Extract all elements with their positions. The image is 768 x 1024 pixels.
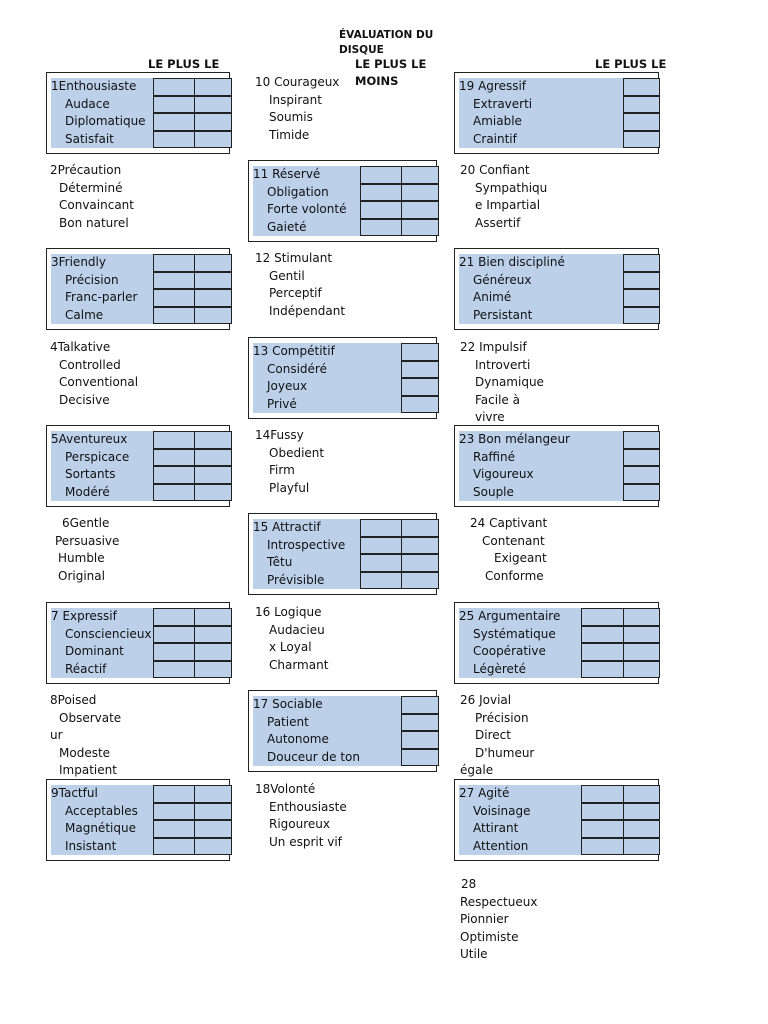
header-least: MOINS — [355, 74, 399, 88]
option-label: 5Aventureux — [51, 432, 128, 447]
least-checkbox[interactable] — [623, 608, 660, 626]
word-option: Gentil — [269, 268, 305, 283]
word-group-title-4: 4Talkative — [50, 340, 111, 354]
word-group-title-28: 28 — [461, 877, 477, 891]
most-checkbox[interactable] — [360, 519, 402, 537]
word-group-title-6: 6Gentle — [62, 516, 110, 530]
word-option: Persuasive — [55, 533, 120, 548]
option-label: Consciencieux — [65, 626, 152, 641]
box-group-title — [51, 608, 231, 626]
most-checkbox[interactable] — [360, 166, 402, 184]
word-group-title-20: 20 Confiant — [460, 163, 530, 177]
option-label: Attirant — [473, 821, 519, 836]
answer-box-1 — [46, 72, 230, 154]
option-label: Généreux — [473, 272, 532, 287]
option-label: 3Friendly — [51, 255, 106, 270]
title-line-2: DISQUE — [339, 44, 384, 56]
box-option — [253, 396, 438, 414]
word-option: Timide — [269, 127, 310, 142]
word-group-title-8: 8Poised — [50, 693, 97, 707]
most-checkbox[interactable] — [153, 803, 195, 821]
least-checkbox[interactable] — [194, 661, 232, 679]
word-option: Direct — [475, 728, 511, 743]
box-option — [253, 184, 438, 202]
least-checkbox[interactable] — [194, 803, 232, 821]
word-option: e Impartial — [475, 198, 541, 213]
word-option: Contenant — [482, 533, 545, 548]
word-group-title-26: 26 Jovial — [460, 693, 512, 707]
box-option — [51, 272, 231, 290]
box-option — [253, 378, 438, 396]
option-label: 11 Réservé — [253, 167, 321, 182]
box-option — [51, 449, 231, 467]
option-label: Franc-parler — [65, 290, 138, 305]
least-checkbox[interactable] — [623, 113, 660, 131]
box-option — [459, 661, 659, 679]
most-checkbox[interactable] — [581, 608, 624, 626]
most-checkbox[interactable] — [360, 201, 402, 219]
least-checkbox[interactable] — [194, 820, 232, 838]
option-label: Joyeux — [267, 379, 308, 394]
least-checkbox[interactable] — [194, 466, 232, 484]
least-checkbox[interactable] — [401, 537, 439, 555]
box-option — [459, 131, 659, 149]
word-option: Facile à — [475, 392, 520, 407]
option-label: Craintif — [473, 132, 517, 147]
box-option — [51, 838, 231, 856]
box-option — [253, 537, 438, 555]
most-checkbox[interactable] — [153, 820, 195, 838]
option-label: Coopérative — [473, 644, 546, 659]
most-checkbox[interactable] — [153, 272, 195, 290]
option-label: Modéré — [65, 485, 110, 500]
word-option: ur — [50, 728, 63, 743]
box-group-title — [51, 254, 231, 272]
option-label: 1Enthousiaste — [51, 79, 137, 94]
most-checkbox[interactable] — [153, 484, 195, 502]
box-group-title — [51, 431, 231, 449]
box-group-title — [253, 696, 438, 714]
least-checkbox[interactable] — [194, 131, 232, 149]
option-label: 23 Bon mélangeur — [459, 432, 570, 447]
word-option: Observate — [59, 710, 122, 725]
box-option — [253, 731, 438, 749]
option-label: Têtu — [267, 555, 293, 570]
least-checkbox[interactable] — [194, 449, 232, 467]
box-option — [253, 572, 438, 590]
least-checkbox[interactable] — [194, 643, 232, 661]
option-label: Perspicace — [65, 449, 130, 464]
least-checkbox[interactable] — [194, 272, 232, 290]
word-option: Playful — [269, 480, 310, 495]
option-label: Vigoureux — [473, 467, 534, 482]
document-title — [339, 28, 433, 58]
most-checkbox[interactable] — [153, 131, 195, 149]
option-label: Souple — [473, 485, 514, 500]
least-checkbox[interactable] — [623, 466, 660, 484]
most-checkbox[interactable] — [360, 554, 402, 572]
option-label: Animé — [473, 290, 512, 305]
least-checkbox[interactable] — [401, 343, 439, 361]
least-checkbox[interactable] — [401, 714, 439, 732]
word-option: Optimiste — [460, 929, 519, 944]
most-checkbox[interactable] — [153, 643, 195, 661]
word-option: Conventional — [59, 375, 139, 390]
word-group-title-14: 14Fussy — [255, 428, 304, 442]
option-label: 19 Agressif — [459, 79, 527, 94]
word-option: Modeste — [59, 745, 111, 760]
box-option — [253, 714, 438, 732]
option-label: Gaieté — [267, 220, 307, 235]
least-checkbox[interactable] — [194, 608, 232, 626]
word-option: égale — [460, 763, 494, 778]
box-option — [459, 484, 659, 502]
box-option — [51, 307, 231, 325]
box-group-title — [253, 166, 438, 184]
option-label: Acceptables — [65, 803, 138, 818]
box-option — [51, 803, 231, 821]
word-option: Assertif — [475, 215, 521, 230]
box-option — [459, 449, 659, 467]
least-checkbox[interactable] — [623, 96, 660, 114]
least-checkbox[interactable] — [401, 554, 439, 572]
option-label: Sortants — [65, 467, 116, 482]
option-label: 25 Argumentaire — [459, 609, 561, 624]
option-label: Réactif — [65, 662, 107, 677]
most-checkbox[interactable] — [581, 643, 624, 661]
word-option: Dynamique — [475, 375, 544, 390]
word-option: Controlled — [59, 357, 121, 372]
most-checkbox[interactable] — [153, 661, 195, 679]
word-group-title-22: 22 Impulsif — [460, 340, 527, 354]
least-checkbox[interactable] — [623, 431, 660, 449]
header-most-least: LE PLUS LE — [355, 57, 427, 71]
least-checkbox[interactable] — [194, 96, 232, 114]
answer-box-23 — [454, 425, 659, 507]
option-label: Précision — [65, 272, 119, 287]
column-2-header — [355, 56, 426, 90]
box-option — [459, 643, 659, 661]
least-checkbox[interactable] — [194, 289, 232, 307]
answer-box-13 — [248, 337, 437, 419]
least-checkbox[interactable] — [194, 484, 232, 502]
most-checkbox[interactable] — [581, 626, 624, 644]
least-checkbox[interactable] — [623, 131, 660, 149]
most-checkbox[interactable] — [581, 803, 624, 821]
box-option — [253, 361, 438, 379]
word-option: Exigeant — [494, 551, 547, 566]
least-checkbox[interactable] — [623, 484, 660, 502]
option-label: Obligation — [267, 184, 329, 199]
most-checkbox[interactable] — [360, 537, 402, 555]
box-group-title — [459, 785, 659, 803]
word-option: Un esprit vif — [269, 834, 342, 849]
option-label: 27 Agité — [459, 786, 510, 801]
answer-box-7 — [46, 602, 230, 684]
answer-box-3 — [46, 248, 230, 330]
box-group-title — [51, 78, 231, 96]
header-most-least: LE PLUS LE — [595, 57, 667, 71]
option-label: Voisinage — [473, 803, 531, 818]
word-option: Inspirant — [269, 92, 322, 107]
least-checkbox[interactable] — [623, 661, 660, 679]
box-option — [459, 307, 659, 325]
least-checkbox[interactable] — [401, 378, 439, 396]
box-option — [459, 289, 659, 307]
word-option: Indépendant — [269, 303, 346, 318]
option-label: 13 Compétitif — [253, 344, 335, 359]
answer-box-27 — [454, 779, 659, 861]
word-group-title-24: 24 Captivant — [470, 516, 548, 530]
least-checkbox[interactable] — [194, 78, 232, 96]
most-checkbox[interactable] — [360, 184, 402, 202]
least-checkbox[interactable] — [194, 431, 232, 449]
word-option: Humble — [58, 551, 105, 566]
answer-box-19 — [454, 72, 659, 154]
most-checkbox[interactable] — [153, 113, 195, 131]
option-label: Introspective — [267, 537, 346, 552]
answer-box-11 — [248, 160, 437, 242]
word-option: Firm — [269, 463, 295, 478]
word-option: Perceptif — [269, 286, 322, 301]
box-option — [253, 219, 438, 237]
least-checkbox[interactable] — [401, 201, 439, 219]
least-checkbox[interactable] — [623, 820, 660, 838]
option-label: 15 Attractif — [253, 520, 321, 535]
header-most-least: LE PLUS LE — [148, 57, 220, 71]
word-option: Audacieu — [269, 622, 325, 637]
least-checkbox[interactable] — [401, 396, 439, 414]
answer-box-25 — [454, 602, 659, 684]
least-checkbox[interactable] — [401, 166, 439, 184]
least-checkbox[interactable] — [623, 78, 660, 96]
least-checkbox[interactable] — [623, 307, 660, 325]
least-checkbox[interactable] — [401, 696, 439, 714]
least-checkbox[interactable] — [401, 361, 439, 379]
option-label: Autonome — [267, 732, 329, 747]
box-group-title — [459, 431, 659, 449]
box-option — [51, 113, 231, 131]
least-checkbox[interactable] — [623, 626, 660, 644]
most-checkbox[interactable] — [153, 78, 195, 96]
box-group-title — [459, 254, 659, 272]
most-checkbox[interactable] — [153, 785, 195, 803]
option-label: Magnétique — [65, 821, 136, 836]
box-group-title — [459, 608, 659, 626]
word-option: Introverti — [475, 357, 531, 372]
least-checkbox[interactable] — [401, 731, 439, 749]
answer-box-21 — [454, 248, 659, 330]
box-option — [51, 466, 231, 484]
most-checkbox[interactable] — [153, 466, 195, 484]
option-label: Amiable — [473, 114, 522, 129]
box-option — [51, 661, 231, 679]
least-checkbox[interactable] — [401, 749, 439, 767]
box-option — [459, 113, 659, 131]
box-group-title — [459, 78, 659, 96]
box-group-title — [253, 343, 438, 361]
box-option — [459, 272, 659, 290]
most-checkbox[interactable] — [153, 626, 195, 644]
least-checkbox[interactable] — [623, 254, 660, 272]
box-group-title — [253, 519, 438, 537]
box-option — [253, 749, 438, 767]
word-option: Précision — [475, 710, 529, 725]
option-label: Légèreté — [473, 662, 526, 677]
option-label: Privé — [267, 397, 297, 412]
least-checkbox[interactable] — [623, 803, 660, 821]
box-option — [51, 131, 231, 149]
answer-box-15 — [248, 513, 437, 595]
box-option — [51, 289, 231, 307]
word-option: Charmant — [269, 657, 329, 672]
option-label: 17 Sociable — [253, 697, 323, 712]
word-option: Rigoureux — [269, 817, 330, 832]
word-option: Bon naturel — [59, 215, 129, 230]
option-label: Calme — [65, 308, 104, 323]
word-group-title-18: 18Volonté — [255, 782, 316, 796]
least-checkbox[interactable] — [194, 254, 232, 272]
option-label: Systématique — [473, 626, 556, 641]
option-label: Raffiné — [473, 449, 516, 464]
option-label: Persistant — [473, 308, 533, 323]
word-option: Utile — [460, 947, 488, 962]
word-option: Pionnier — [460, 912, 509, 927]
least-checkbox[interactable] — [194, 307, 232, 325]
word-option: vivre — [475, 410, 505, 425]
word-group-title-2: 2Précaution — [50, 163, 122, 177]
most-checkbox[interactable] — [153, 838, 195, 856]
word-option: Decisive — [59, 392, 110, 407]
option-label: Patient — [267, 714, 309, 729]
option-label: 21 Bien discipliné — [459, 255, 565, 270]
most-checkbox[interactable] — [153, 449, 195, 467]
least-checkbox[interactable] — [194, 785, 232, 803]
box-option — [51, 643, 231, 661]
option-label: Extraverti — [473, 96, 533, 111]
word-option: x Loyal — [269, 640, 312, 655]
option-label: Audace — [65, 96, 110, 111]
least-checkbox[interactable] — [401, 184, 439, 202]
box-option — [51, 96, 231, 114]
word-option: Respectueux — [460, 894, 538, 909]
most-checkbox[interactable] — [153, 307, 195, 325]
least-checkbox[interactable] — [623, 289, 660, 307]
option-label: Prévisible — [267, 573, 325, 588]
least-checkbox[interactable] — [623, 272, 660, 290]
least-checkbox[interactable] — [401, 519, 439, 537]
most-checkbox[interactable] — [153, 431, 195, 449]
word-option: D'humeur — [475, 745, 535, 760]
answer-box-9 — [46, 779, 230, 861]
option-label: 7 Expressif — [51, 609, 117, 624]
answer-box-17 — [248, 690, 437, 772]
option-label: Considéré — [267, 361, 327, 376]
box-option — [51, 484, 231, 502]
option-label: Attention — [473, 839, 529, 854]
word-option: Convaincant — [59, 198, 134, 213]
word-option: Impatient — [59, 763, 117, 778]
option-label: Satisfait — [65, 132, 114, 147]
option-label: Diplomatique — [65, 114, 146, 129]
word-option: Conforme — [485, 568, 544, 583]
word-option: Original — [58, 568, 105, 583]
least-checkbox[interactable] — [194, 838, 232, 856]
most-checkbox[interactable] — [153, 96, 195, 114]
word-option: Obedient — [269, 445, 325, 460]
word-option: Déterminé — [59, 180, 123, 195]
most-checkbox[interactable] — [581, 820, 624, 838]
least-checkbox[interactable] — [401, 219, 439, 237]
box-option — [459, 466, 659, 484]
box-option — [253, 201, 438, 219]
word-option: Enthousiaste — [269, 799, 347, 814]
least-checkbox[interactable] — [623, 449, 660, 467]
word-group-title-12: 12 Stimulant — [255, 251, 333, 265]
option-label: 9Tactful — [51, 786, 98, 801]
least-checkbox[interactable] — [623, 838, 660, 856]
box-option — [459, 820, 659, 838]
word-option: Soumis — [269, 110, 313, 125]
least-checkbox[interactable] — [623, 785, 660, 803]
box-option — [51, 820, 231, 838]
most-checkbox[interactable] — [581, 785, 624, 803]
least-checkbox[interactable] — [194, 113, 232, 131]
box-option — [51, 626, 231, 644]
word-group-title-16: 16 Logique — [255, 605, 322, 619]
box-group-title — [51, 785, 231, 803]
box-option — [459, 803, 659, 821]
least-checkbox[interactable] — [623, 643, 660, 661]
option-label: Insistant — [65, 839, 117, 854]
most-checkbox[interactable] — [581, 838, 624, 856]
most-checkbox[interactable] — [153, 289, 195, 307]
most-checkbox[interactable] — [360, 572, 402, 590]
answer-box-5 — [46, 425, 230, 507]
least-checkbox[interactable] — [401, 572, 439, 590]
box-option — [459, 96, 659, 114]
box-option — [459, 626, 659, 644]
most-checkbox[interactable] — [153, 608, 195, 626]
option-label: Forte volonté — [267, 202, 347, 217]
box-option — [253, 554, 438, 572]
box-option — [459, 838, 659, 856]
option-label: Douceur de ton — [267, 750, 360, 765]
option-label: Dominant — [65, 644, 124, 659]
most-checkbox[interactable] — [153, 254, 195, 272]
word-option: Sympathiqu — [475, 180, 548, 195]
title-line-1: ÉVALUATION DU — [339, 29, 434, 41]
word-group-title-10: 10 Courageux — [255, 75, 340, 89]
least-checkbox[interactable] — [194, 626, 232, 644]
most-checkbox[interactable] — [360, 219, 402, 237]
most-checkbox[interactable] — [581, 661, 624, 679]
